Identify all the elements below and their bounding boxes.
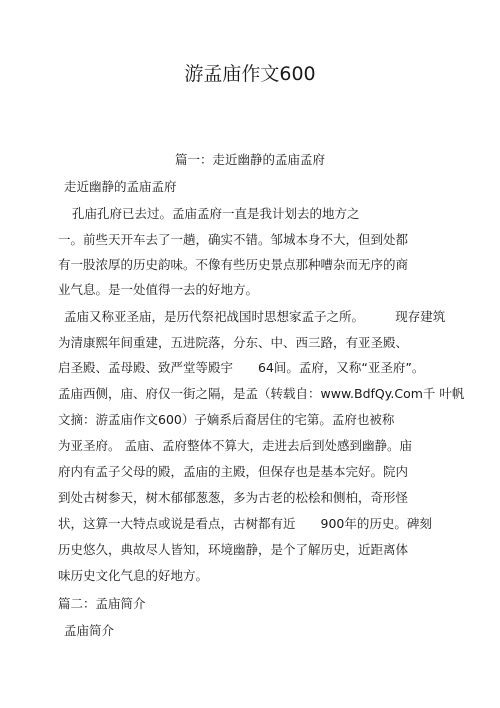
paragraph-line: 文摘：游孟庙作文600）子嫡系后裔居住的宅第。孟府也被称 [58, 412, 395, 427]
paragraph-line: 孟庙又称亚圣庙，是历代祭祀战国时思想家孟子之所。 现存建筑 [64, 309, 446, 324]
paragraph-line: 状，这算一大特点或说是看点，古树都有近 900年的历史。碑刻 [58, 516, 432, 531]
section-heading-2: 篇二：孟庙简介 [58, 596, 146, 611]
paragraph-line: 业气息。是一处值得一去的好地方。 [58, 282, 259, 297]
paragraph-line: 孟庙简介 [64, 623, 115, 638]
paragraph-line: 孟庙西侧，庙、府仅一街之隔，是孟（转载自：www.BdfQy.Com千 叶帆 [58, 386, 465, 401]
document-title: 游孟庙作文600 [184, 63, 316, 85]
paragraph-line: 一。前些天开车去了一趟，确实不错。邹城本身不大，但到处都 [58, 232, 409, 247]
paragraph-line: 孔庙孔府已去过。孟庙孟府一直是我计划去的地方之 [72, 206, 360, 221]
paragraph-line: 府内有孟子父母的殿，孟庙的主殿，但保存也是基本完好。院内 [58, 464, 409, 479]
paragraph-line: 启圣殿、孟母殿、致严堂等殿宇 64间。孟府，又称“亚圣府”。 [58, 360, 425, 375]
paragraph-line: 到处古树参天，树木郁郁葱葱，多为古老的松桧和侧柏，奇形怪 [58, 490, 409, 505]
paragraph-line: 历史悠久，典故尽人皆知，环境幽静，是个了解历史，近距离体 [58, 542, 409, 557]
paragraph-line: 为清康熙年间重建，五进院落，分东、中、西三路，有亚圣殿、 [58, 335, 409, 350]
paragraph-line: 味历史文化气息的好地方。 [58, 568, 209, 583]
paragraph-line: 有一股浓厚的历史韵味。不像有些历史景点那种嘈杂而无序的商 [58, 257, 409, 272]
paragraph-line: 走近幽静的孟庙孟府 [64, 179, 177, 194]
paragraph-line: 为亚圣府。 孟庙、孟府整体不算大，走进去后到处感到幽静。庙 [58, 438, 412, 453]
section-heading: 篇一：走近幽静的孟庙孟府 [174, 152, 325, 167]
